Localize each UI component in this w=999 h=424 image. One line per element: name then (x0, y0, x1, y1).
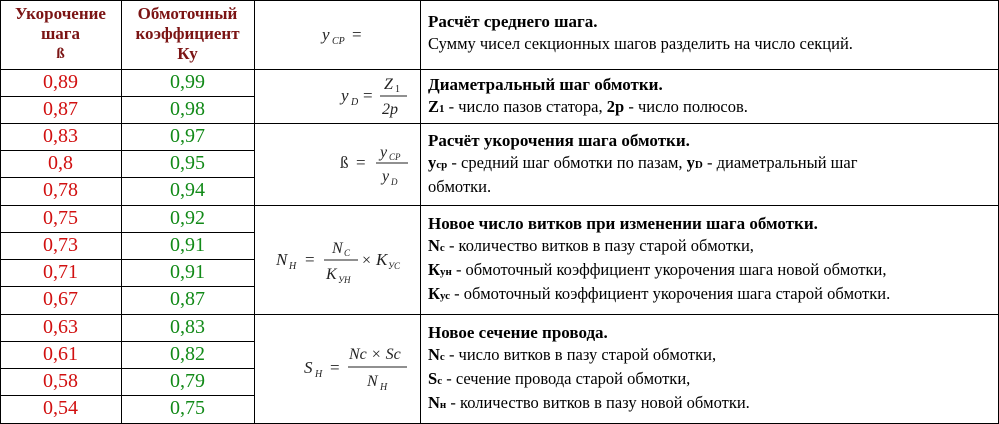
f2-num-sub: 1 (395, 84, 400, 95)
formula-shortening (254, 123, 420, 205)
winding-factor-value: 0,82 (170, 343, 205, 365)
desc-shortening-text (428, 152, 993, 176)
f4-rhs-sub: УС (388, 261, 401, 271)
f4-den: K (326, 266, 337, 283)
f4-den-sub: УН (338, 275, 351, 285)
desc-shortening-title: Расчёт укорочения шага обмотки. (428, 131, 690, 150)
term-ycp: у (428, 153, 437, 172)
winding-factor-value: 0,95 (170, 152, 205, 174)
f5-lhs-sub: H (315, 369, 323, 380)
f5-den: N (367, 373, 378, 390)
winding-factor-value: 0,79 (170, 370, 205, 392)
term-nn-sub: н (439, 399, 447, 411)
formula-new-section-svg (254, 314, 420, 423)
pitch-shortening-value: 0,58 (43, 370, 78, 392)
desc-text: - средний шаг обмотки по пазам, (447, 153, 687, 172)
f1-lhs-sub: CP (332, 36, 345, 47)
f3-num-sub: CP (389, 152, 401, 162)
desc-diametral-text (428, 96, 993, 120)
term-yd-sub: D (694, 159, 703, 171)
pitch-shortening-value: 0,63 (43, 316, 78, 338)
header-pitch-shortening (0, 4, 121, 64)
formula-shortening-svg (254, 123, 420, 205)
term-kun-sub: ун (439, 266, 452, 278)
pitch-shortening-value: 0,54 (43, 397, 78, 419)
term-nc: N (428, 236, 440, 255)
term-ycp-sub: ср (436, 159, 448, 171)
f2-den: 2p (382, 101, 398, 118)
term-z-sub: 1 (439, 103, 445, 115)
f3-den: y (382, 168, 390, 185)
pitch-shortening-value: 0,71 (43, 261, 78, 283)
desc-text: - количество витков в пазу старой обмотки, (444, 236, 754, 255)
pitch-shortening-value: 0,61 (43, 343, 78, 365)
term-sc-sub: с (437, 375, 443, 387)
desc-text: - обмоточный коэффициент укорочения шага старой обмотки. (450, 284, 891, 303)
formula-diametral-pitch-svg (254, 69, 420, 123)
desc-diametral-pitch (428, 74, 993, 120)
term-nc-sub: с (439, 351, 445, 363)
term-nc: N (428, 345, 440, 364)
pitch-shortening-value: 0,67 (43, 288, 78, 310)
pitch-shortening-value: 0,78 (43, 179, 78, 201)
desc-new-section (428, 322, 993, 416)
f4-lhs-sub: H (289, 261, 297, 272)
term-nc-sub: с (439, 242, 445, 254)
f3-num: y (380, 144, 388, 161)
term-kus: К (428, 284, 440, 303)
desc-text: - диаметральный шаг (702, 153, 858, 172)
desc-text: - число пазов статора, (444, 97, 607, 116)
term-2p: 2р (606, 97, 625, 116)
desc-text: - число полюсов. (624, 97, 748, 116)
desc-new-turns-line1 (428, 235, 993, 259)
pitch-shortening-value: 0,75 (43, 207, 78, 229)
f1-equals: = (352, 25, 362, 44)
f2-lhs-sub: D (351, 97, 359, 108)
f4-times: × (362, 252, 372, 269)
term-yd: у (686, 153, 695, 172)
term-nn: N (428, 393, 440, 412)
term-kun: К (428, 260, 440, 279)
grid-line (0, 0, 999, 1)
f4-equals: = (305, 250, 315, 269)
header-pitch-title: Укорочение шага (15, 4, 106, 43)
header-pitch-symbol: ß (56, 46, 65, 62)
desc-new-section-line3 (428, 392, 993, 416)
winding-factor-value: 0,83 (170, 316, 205, 338)
term-z: Z (428, 97, 440, 116)
formula-mean-pitch (254, 0, 420, 69)
f1-lhs: y (322, 25, 330, 44)
desc-mean-pitch (428, 11, 993, 55)
desc-new-section-line2 (428, 368, 993, 392)
header-factor-title: Обмоточный коэффициент (135, 4, 240, 43)
formula-diametral-pitch (254, 69, 420, 123)
desc-new-section-title: Новое сечение провода. (428, 323, 608, 342)
header-factor-symbol: Ку (177, 44, 198, 63)
f3-equals: = (356, 153, 366, 172)
desc-text: - число витков в пазу старой обмотки, (444, 345, 717, 364)
f4-lhs: N (276, 250, 288, 269)
desc-mean-pitch-text: Сумму чисел секционных шагов разделить на число секций. (428, 34, 853, 53)
winding-factor-value: 0,97 (170, 125, 205, 147)
f3-den-sub: D (391, 177, 398, 187)
formula-new-section (254, 314, 420, 423)
f5-den-sub: H (380, 382, 388, 393)
f5-num: Nc × Sc (349, 346, 401, 363)
desc-text: - сечение провода старой обмотки, (442, 369, 691, 388)
winding-factor-value: 0,91 (170, 234, 205, 256)
pitch-shortening-value: 0,8 (48, 152, 73, 174)
f5-equals: = (330, 358, 340, 377)
pitch-shortening-value: 0,83 (43, 125, 78, 147)
f2-equals: = (363, 86, 373, 105)
desc-diametral-title: Диаметральный шаг обмотки. (428, 75, 663, 94)
winding-factor-value: 0,98 (170, 98, 205, 120)
pitch-shortening-value: 0,89 (43, 71, 78, 93)
desc-text: - количество витков в пазу новой обмотки. (446, 393, 750, 412)
f4-num-sub: C (344, 248, 351, 258)
desc-new-turns-line3 (428, 283, 993, 307)
winding-factor-value: 0,99 (170, 71, 205, 93)
header-winding-factor (121, 4, 254, 64)
f4-rhs: K (376, 250, 388, 269)
f2-num: Z (384, 76, 393, 93)
desc-mean-pitch-title: Расчёт среднего шага. (428, 12, 598, 31)
formula-new-turns-svg (254, 205, 420, 314)
winding-factor-value: 0,92 (170, 207, 205, 229)
desc-new-turns-title: Новое число витков при изменении шага обмотки. (428, 214, 818, 233)
winding-factor-value: 0,94 (170, 179, 205, 201)
formula-mean-pitch-svg (254, 0, 420, 69)
winding-factor-value: 0,91 (170, 261, 205, 283)
pitch-shortening-value: 0,87 (43, 98, 78, 120)
desc-shortening-text-cont: обмотки. (428, 177, 492, 196)
desc-new-section-line1 (428, 344, 993, 368)
winding-factor-value: 0,87 (170, 288, 205, 310)
f3-lhs: ß (340, 153, 349, 172)
f5-lhs: S (304, 358, 313, 377)
term-kus-sub: ус (439, 290, 451, 302)
winding-factor-value: 0,75 (170, 397, 205, 419)
desc-new-turns (428, 213, 993, 307)
term-sc: S (428, 369, 438, 388)
desc-new-turns-line2 (428, 259, 993, 283)
formula-new-turns (254, 205, 420, 314)
pitch-shortening-value: 0,73 (43, 234, 78, 256)
f4-num: N (332, 240, 343, 257)
f2-lhs: y (341, 86, 349, 105)
desc-shortening (428, 130, 993, 198)
desc-text: - обмоточный коэффициент укорочения шага новой обмотки, (451, 260, 887, 279)
grid-line (420, 0, 421, 424)
